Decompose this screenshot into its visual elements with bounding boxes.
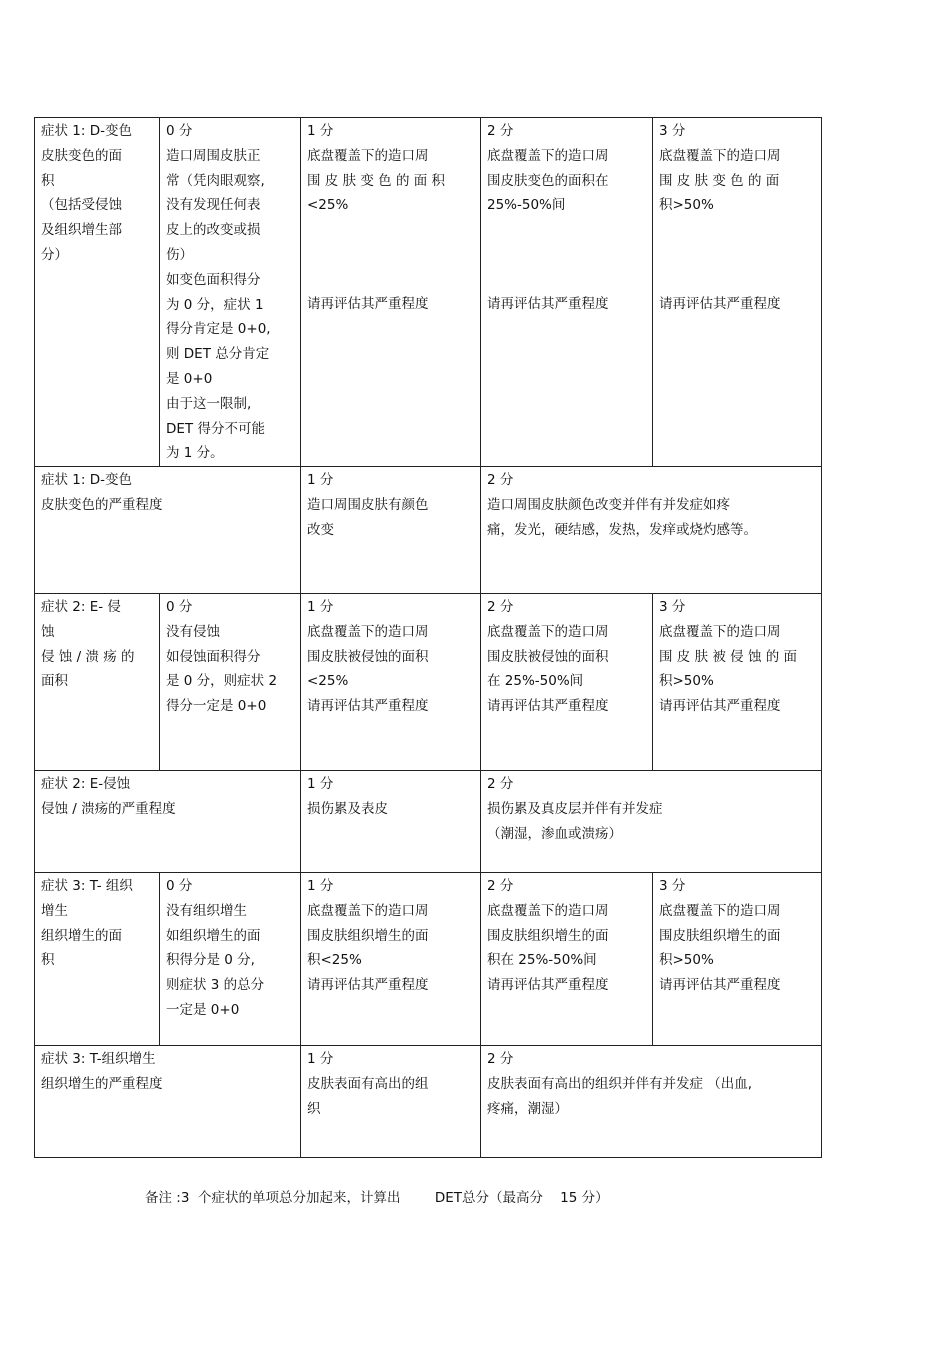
b3-label-cell	[34, 593, 160, 771]
b4-score2-line: 2 分	[487, 776, 514, 792]
b1-score2-line: 2 分	[487, 123, 514, 139]
b1-score0-line: 由于这一限制,	[166, 395, 252, 412]
b1-score0-line: 是 0+0	[166, 370, 213, 387]
b1-score3-line: 积>50%	[659, 197, 714, 214]
b3-score3-line: 3 分	[659, 599, 686, 615]
b1-score1-cell	[300, 117, 481, 467]
b3-label-line: 侵 蚀 / 溃 疡 的	[41, 648, 135, 665]
b3-score3-line: 围 皮 肤 被 侵 蚀 的 面	[659, 648, 798, 665]
b3-score0-cell	[159, 593, 301, 771]
b1-score3-line: 3 分	[659, 123, 686, 139]
b1-score3-cell	[652, 117, 822, 467]
b6-score1-line: 织	[307, 1100, 321, 1117]
b3-score2-line: 底盘覆盖下的造口周	[487, 623, 609, 640]
b1-label-line: （包括受侵蚀	[41, 197, 122, 214]
b5-label-line: 积	[41, 952, 55, 969]
b5-score1-line: 底盘覆盖下的造口周	[307, 902, 429, 919]
b5-label-line: 增生	[41, 902, 68, 919]
b6-score1-line: 1 分	[307, 1051, 334, 1067]
b1-score1-line: <25%	[307, 197, 349, 214]
b1-score2-line: 围皮肤变色的面积在	[487, 172, 609, 189]
b3-label-line: 蚀	[41, 623, 55, 640]
b3-score0-line: 没有侵蚀	[166, 623, 220, 640]
b1-score2-cell	[480, 117, 653, 467]
b5-score2-cell	[480, 872, 653, 1046]
b1-score0-cell	[159, 117, 301, 467]
b3-score2-cell	[480, 593, 653, 771]
b2-label-line: 皮肤变色的严重程度	[41, 496, 163, 513]
b5-label-cell	[34, 872, 160, 1046]
b6-label-cell	[34, 1045, 301, 1158]
b2-score1-cell	[300, 466, 481, 594]
b6-label-line: 组织增生的严重程度	[41, 1075, 163, 1092]
b5-score2-line: 2 分	[487, 878, 514, 894]
b3-score2-line: 2 分	[487, 599, 514, 615]
b3-score3-line: 积>50%	[659, 673, 714, 690]
b2-score1-line: 1 分	[307, 472, 334, 488]
b2-score2-line: 2 分	[487, 472, 514, 488]
b5-label-line: 组织增生的面	[41, 927, 122, 944]
b3-label-line: 面积	[41, 673, 68, 690]
b4-score2-line: 损伤累及真皮层并伴有并发症	[487, 800, 663, 817]
b3-score0-line: 得分一定是 0+0	[166, 698, 267, 715]
b1-label-cell	[34, 117, 160, 467]
b5-score1-cell	[300, 872, 481, 1046]
b3-score2-line: 围皮肤被侵蚀的面积	[487, 648, 609, 665]
b6-label-line: 症状 3: T-组织增生	[41, 1051, 156, 1067]
b4-score1-line: 损伤累及表皮	[307, 800, 388, 817]
b5-score3-line: 3 分	[659, 878, 686, 894]
b3-score1-line: 请再评估其严重程度	[307, 698, 429, 715]
b1-score0-line: 为 0 分，症状 1	[166, 296, 264, 313]
b2-score2-cell	[480, 466, 822, 594]
b2-label-line: 症状 1: D-变色	[41, 472, 132, 488]
b1-score0-line: 伤）	[166, 246, 193, 263]
b1-score0-line: 为 1 分。	[166, 445, 224, 462]
b5-score2-line: 积在 25%-50%间	[487, 952, 597, 969]
b3-score1-line: 1 分	[307, 599, 334, 615]
b1-score0-line: 得分肯定是 0+0,	[166, 321, 271, 338]
b1-label-line: 症状 1: D-变色	[41, 123, 132, 139]
b3-score0-line: 0 分	[166, 599, 193, 615]
b1-score1-line: 1 分	[307, 123, 334, 139]
b1-score0-line: 没有发现任何表	[166, 197, 261, 214]
b3-score1-line: 底盘覆盖下的造口周	[307, 623, 429, 640]
b3-score3-cell	[652, 593, 822, 771]
b6-score2-line: 皮肤表面有高出的组织并伴有并发症 （出血,	[487, 1075, 753, 1092]
b3-score1-cell	[300, 593, 481, 771]
b5-score3-line: 围皮肤组织增生的面	[659, 927, 781, 944]
b5-score0-line: 积得分是 0 分,	[166, 952, 255, 969]
b3-label-line: 症状 2: E- 侵	[41, 599, 121, 615]
b1-score3-note: 请再评估其严重程度	[659, 296, 781, 313]
b5-score2-line: 围皮肤组织增生的面	[487, 927, 609, 944]
b1-label-line: 及组织增生部	[41, 222, 122, 239]
b5-score1-line: 请再评估其严重程度	[307, 977, 429, 994]
b6-score2-line: 疼痛，潮湿）	[487, 1100, 568, 1117]
b5-score0-line: 0 分	[166, 878, 193, 894]
b3-score1-line: <25%	[307, 673, 349, 690]
b4-score1-cell	[300, 770, 481, 873]
b5-label-line: 症状 3: T- 组织	[41, 878, 133, 894]
b1-label-line: 皮肤变色的面	[41, 147, 122, 164]
b5-score1-line: 积<25%	[307, 952, 362, 969]
b6-score2-cell	[480, 1045, 822, 1158]
b1-score2-note: 请再评估其严重程度	[487, 296, 609, 313]
b1-score0-line: 皮上的改变或损	[166, 222, 261, 239]
b6-score1-cell	[300, 1045, 481, 1158]
b1-score0-line: 如变色面积得分	[166, 271, 261, 288]
b6-score1-line: 皮肤表面有高出的组	[307, 1075, 429, 1092]
b1-score0-line: 造口周围皮肤正	[166, 147, 261, 164]
b1-label-line: 积	[41, 172, 55, 189]
b5-score0-cell	[159, 872, 301, 1046]
b1-score0-line: 则 DET 总分肯定	[166, 346, 270, 363]
b1-score0-line: 常（凭肉眼观察,	[166, 172, 265, 189]
footnote: 备注 :3 个症状的单项总分加起来，计算出 DET总分（最高分 15 分）	[145, 1190, 609, 1206]
b1-score0-line: DET 得分不可能	[166, 420, 265, 437]
b4-score2-line: （潮湿，渗血或溃疡）	[487, 825, 622, 842]
b1-score0-line: 0 分	[166, 123, 193, 139]
b4-label-line: 侵蚀 / 溃疡的严重程度	[41, 800, 176, 817]
b4-label-cell	[34, 770, 301, 873]
b3-score2-line: 在 25%-50%间	[487, 673, 584, 690]
b1-score2-line: 底盘覆盖下的造口周	[487, 147, 609, 164]
b5-score0-line: 没有组织增生	[166, 902, 247, 919]
b5-score2-line: 请再评估其严重程度	[487, 977, 609, 994]
b3-score1-line: 围皮肤被侵蚀的面积	[307, 648, 429, 665]
b5-score3-line: 积>50%	[659, 952, 714, 969]
b3-score0-line: 如侵蚀面积得分	[166, 648, 261, 665]
b1-score1-note: 请再评估其严重程度	[307, 296, 429, 313]
b3-score0-line: 是 0 分，则症状 2	[166, 673, 278, 690]
b5-score1-line: 围皮肤组织增生的面	[307, 927, 429, 944]
b5-score2-line: 底盘覆盖下的造口周	[487, 902, 609, 919]
b2-score1-line: 造口周围皮肤有颜色	[307, 496, 429, 513]
b2-score2-line: 痛，发光，硬结感，发热，发痒或烧灼感等。	[487, 521, 757, 538]
b4-score2-cell	[480, 770, 822, 873]
b5-score3-line: 请再评估其严重程度	[659, 977, 781, 994]
b2-label-cell	[34, 466, 301, 594]
b5-score0-line: 则症状 3 的总分	[166, 977, 265, 994]
b1-score3-line: 围 皮 肤 变 色 的 面	[659, 172, 780, 189]
b5-score1-line: 1 分	[307, 878, 334, 894]
b5-score0-line: 如组织增生的面	[166, 927, 261, 944]
b4-label-line: 症状 2: E-侵蚀	[41, 776, 131, 792]
b1-score1-line: 围 皮 肤 变 色 的 面 积	[307, 172, 446, 189]
b6-score2-line: 2 分	[487, 1051, 514, 1067]
b3-score2-line: 请再评估其严重程度	[487, 698, 609, 715]
b1-score3-line: 底盘覆盖下的造口周	[659, 147, 781, 164]
b5-score3-cell	[652, 872, 822, 1046]
b1-label-line: 分）	[41, 246, 68, 263]
b4-score1-line: 1 分	[307, 776, 334, 792]
b3-score3-line: 底盘覆盖下的造口周	[659, 623, 781, 640]
b2-score1-line: 改变	[307, 521, 334, 538]
b1-score2-line: 25%-50%间	[487, 197, 566, 214]
b2-score2-line: 造口周围皮肤颜色改变并伴有并发症如疼	[487, 496, 730, 513]
b5-score3-line: 底盘覆盖下的造口周	[659, 902, 781, 919]
b3-score3-line: 请再评估其严重程度	[659, 698, 781, 715]
b1-score1-line: 底盘覆盖下的造口周	[307, 147, 429, 164]
b5-score0-line: 一定是 0+0	[166, 1001, 240, 1018]
